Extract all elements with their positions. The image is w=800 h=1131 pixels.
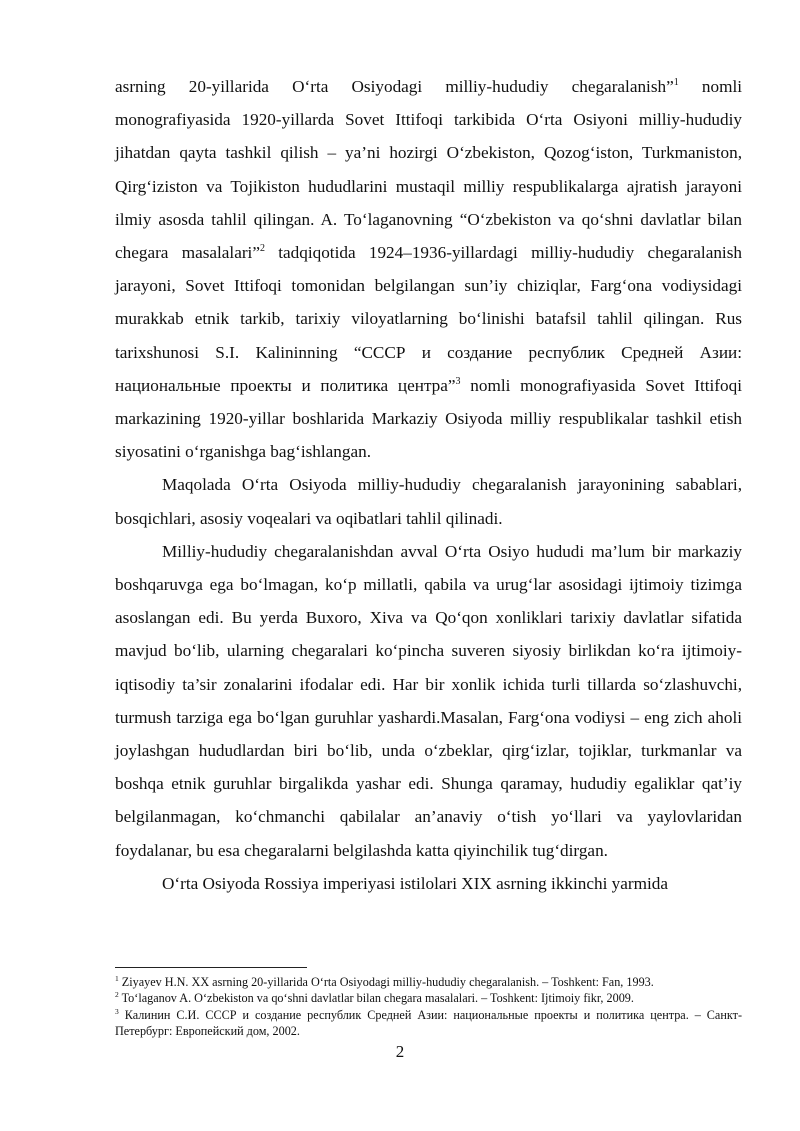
- paragraph-text: nomli monografiyasida 1920-yillarda Sovet Ittifoqi tarkibida O‘rta Osiyoni milliy-hududiy jihatdan qayta tashkil qilish – ya’ni hozirgi O‘zbekiston, Qozog‘iston, Turkmaniston, Qirg‘iziston va Tojikiston hududlarini mustaqil milliy respublikalarga ajratish jarayoni ilmiy asosda tahlil qilingan. A. To‘laganovning “O‘zbekiston va qo‘shni davlatlar bilan chegara masalalari”: [115, 77, 743, 263]
- paragraph: [115, 535, 742, 867]
- footnote-number: 1: [115, 974, 119, 983]
- footnote: [115, 990, 742, 1006]
- paragraph-text: tadqiqotida 1924–1936-yillardagi milliy-hududiy chegaralanish jarayoni, Sovet Ittifoqi tomonidan belgilangan sun’iy chiziqlar, Farg‘ona vodiysidagi murakkab etnik tarkib, tarixiy viloyatlarning bo‘linishi batafsil tahlil qilingan. Rus tarixshunosi S.I. Kalininning “СССР и создание республик Средней Азии: национальные проекты и политика центра”: [115, 243, 742, 395]
- footnote-text: Ziyayev H.N. XX asrning 20-yillarida O‘rta Osiyodagi milliy-hududiy chegaralanish. – Toshkent: Fan, 1993.: [118, 975, 654, 989]
- paragraph-text: Maqolada O‘rta Osiyoda milliy-hududiy chegaralanish jarayonining sabablari, bosqichlari, asosiy voqealari va oqibatlari tahlil qilinadi.: [115, 475, 742, 528]
- footnote-reference[interactable]: 1: [673, 77, 679, 88]
- footnote: [115, 974, 742, 990]
- footnotes: [115, 974, 742, 1040]
- paragraph: [115, 867, 742, 900]
- footnote-number: 3: [115, 1006, 119, 1016]
- body-text: [115, 70, 742, 900]
- paragraph-text: nomli monografiyasida Sovet Ittifoqi markazining 1920-yillar boshlarida Markaziy Osiyoda milliy respublikalar tashkil etish siyosatini o‘rganishga bag‘ishlangan.: [115, 375, 742, 462]
- footnote-text: Калинин С.И. СССР и создание республик Средней Азии: национальные проекты и политика центра. – Санкт-Петербург: Европейский дом, 2002.: [115, 1007, 742, 1039]
- footnote-number: 2: [115, 990, 119, 1000]
- footnote-reference[interactable]: 2: [259, 243, 265, 255]
- footnote-reference[interactable]: 3: [455, 375, 461, 387]
- paragraph-text: Milliy-hududiy chegaralanishdan avval O‘rta Osiyo hududi ma’lum bir markaziy boshqaruvga ega bo‘lmagan, ko‘p millatli, qabila va urug‘lar asosidagi ijtimoiy tizimga asoslangan edi. Bu yerda Buxoro, Xiva va Qo‘qon xonliklari tarixiy davlatlar sifatida mavjud bo‘lib, ularning chegaralari ko‘pincha suveren siyosiy birlikdan ko‘ra ijtimoiy-iqtisodiy ta’sir zonalarini ifodalar edi. Har bir xonlik ichida turli tillarda so‘zlashuvchi, turmush tarziga ega bo‘lgan guruhlar yashardi.Masalan, Farg‘ona vodiysi – eng zich aholi joylashgan hududlardan biri bo‘lib, unda o‘zbeklar, qirg‘izlar, tojiklar, turkmanlar va boshqa etnik guruhlar birgalikda yashar edi. Shunga qaramay, hududiy egaliklar qat’iy belgilanmagan, ko‘chmanchi qabilalar an’anaviy o‘tish yo‘llari va yaylovlaridan foydalanar, bu esa chegaralarni belgilashda katta qiyinchilik tug‘dirgan.: [115, 541, 742, 860]
- paragraph: [115, 70, 742, 468]
- paragraph-text: asrning 20-yillarida O‘rta Osiyodagi milliy-hududiy chegaralanish”: [115, 77, 674, 96]
- paragraph-text: O‘rta Osiyoda Rossiya imperiyasi istilolari XIX asrning ikkinchi yarmida: [162, 873, 668, 893]
- footnote-separator: [115, 967, 307, 968]
- footnote: [115, 1007, 742, 1040]
- footnote-text: To‘laganov A. O‘zbekiston va qo‘shni davlatlar bilan chegara masalalari. – Toshkent: Ijtimoiy fikr, 2009.: [118, 991, 634, 1006]
- page-number: 2: [395, 1042, 405, 1061]
- paragraph: [115, 468, 742, 534]
